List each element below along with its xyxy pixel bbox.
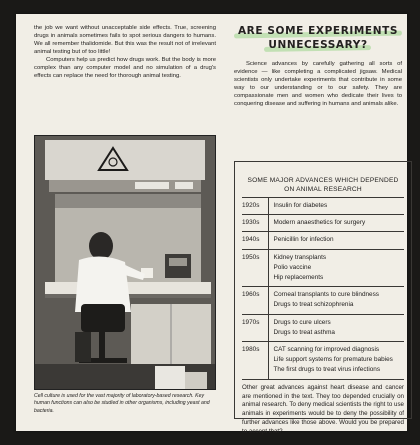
advance-item: Modern anaesthetics for surgery: [273, 219, 366, 227]
advance-item: The first drugs to treat virus infections: [273, 366, 381, 374]
advances-box: [234, 161, 412, 436]
advances-title: SOME MAJOR ADVANCES WHICH DEPENDED ON ANIMAL RESEARCH: [247, 177, 399, 193]
advance-item: Kidney transplants: [273, 253, 327, 261]
advance-item: CAT scanning for improved diagnosis: [273, 346, 380, 354]
table-row: [242, 314, 404, 341]
advance-item: Drugs to treat asthma: [273, 328, 335, 336]
decade-cell: 1980s: [242, 342, 268, 380]
table-row: [242, 249, 404, 287]
advances-table: [242, 198, 404, 380]
advance-item: Polio vaccine: [273, 263, 312, 271]
advance-item: Hip replacements: [273, 274, 324, 282]
table-row: [242, 198, 404, 215]
advance-item: Penicillin for infection: [273, 236, 334, 244]
right-column: [234, 24, 402, 108]
advance-item: Life support systems for premature babies: [273, 356, 393, 364]
headline: [234, 24, 402, 52]
advance-item: Drugs to treat schizophrenia: [273, 301, 354, 309]
headline-line-1: ARE SOME EXPERIMENTS: [237, 25, 399, 37]
headline-line-2: UNNECESSARY?: [268, 39, 368, 51]
lab-photo-illustration: [35, 136, 216, 390]
advance-item: Drugs to cure ulcers: [273, 318, 331, 326]
leaflet-page: [16, 14, 407, 436]
decade-cell: 1950s: [242, 249, 268, 287]
decade-cell: 1930s: [242, 215, 268, 232]
left-column: [34, 24, 216, 80]
table-row: [242, 215, 404, 232]
table-row: [242, 287, 404, 314]
decade-cell: 1940s: [242, 232, 268, 249]
advance-item: Insulin for diabetes: [273, 202, 328, 209]
lab-photo: [34, 135, 216, 390]
decade-cell: 1960s: [242, 287, 268, 314]
table-row: [242, 342, 404, 380]
intro-paragraph: Science advances by carefully gathering all sorts of evidence — like completing a complicated jigsaw. Medical scientists only undertake experiments that contribute in some way to our understanding or to our safety. They are compassionate men and women who dedicate their lives to conquering disease and suffering in humans and animals alike.: [234, 61, 402, 108]
table-row: [242, 232, 404, 249]
photo-caption: Cell culture is used for the vast majority of laboratory-based research. Key human functions can also be studied in other organisms, including yeast and bacteria.: [34, 393, 210, 414]
decade-cell: 1970s: [242, 314, 268, 341]
decade-cell: 1920s: [242, 198, 268, 215]
body-paragraph: the job we want without unacceptable side effects. True, screening drugs in animals sometimes fails to spot serious dangers to humans. We all remember thalidomide. But this was the result not of irrelevant animal testing but of too little!: [34, 25, 216, 56]
advances-closing-text: Other great advances against heart disease and cancer are mentioned in the text. They too depended crucially on animal research. To deny medical scientists the right to use animals in experiments would be to deny the possibility of further advances like those above. Would you be prepared to accept that?: [242, 383, 404, 436]
advance-item: Corneal transplants to cure blindness: [273, 291, 380, 299]
body-paragraph: Computers help us predict how drugs work. But the body is more complex than any computer model and no simulation of a drug's effects can replace the need for thorough animal testing.: [34, 57, 216, 80]
